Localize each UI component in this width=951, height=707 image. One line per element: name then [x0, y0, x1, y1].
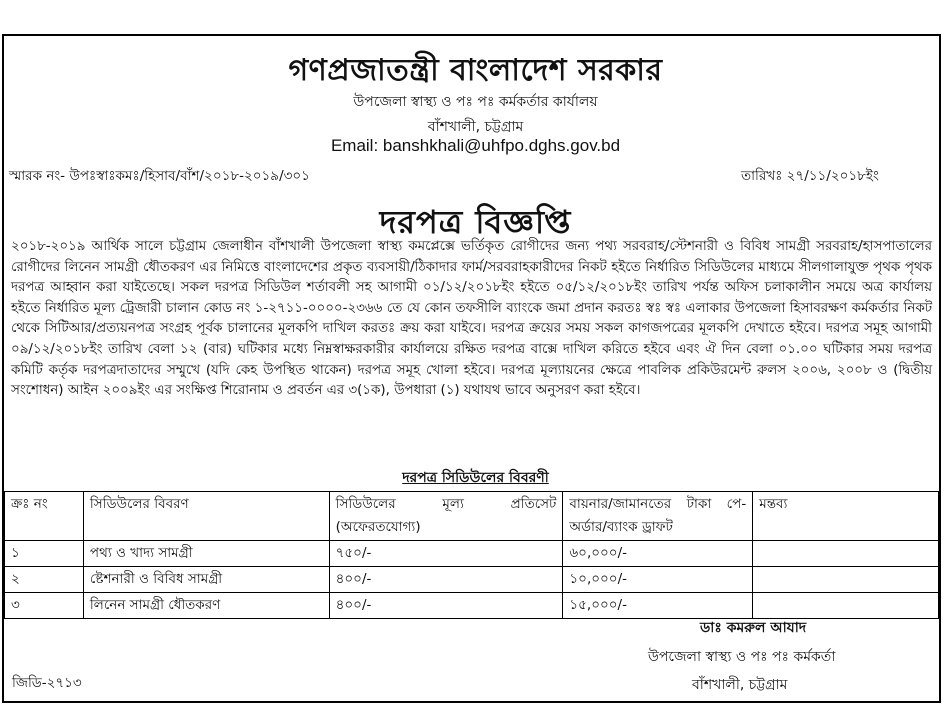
header-price: সিডিউলের মূল্য প্রতিসেট (অফেরতযোগ্য) — [329, 492, 563, 541]
office-email: Email: banshkhali@uhfpo.dghs.gov.bd — [330, 136, 621, 155]
cell-serial: ১ — [5, 541, 84, 567]
cell-security: ১০,০০০/- — [563, 567, 753, 593]
gd-number: জিডি-২৭১৩ — [12, 675, 82, 691]
header-description: সিডিউলের বিবরণ — [83, 492, 329, 541]
schedule-title: দরপত্র সিডিউলের বিবরণী — [402, 470, 549, 486]
table-row — [5, 567, 939, 593]
office-location: বাঁশখালী, চট্টগ্রাম — [427, 119, 524, 135]
header-serial: ক্রঃ নং — [5, 492, 84, 541]
memo-date: তারিখঃ ২৭/১১/২০১৮ইং — [741, 168, 879, 184]
cell-price: ৪০০/- — [329, 567, 563, 593]
cell-price: ৪০০/- — [329, 593, 563, 619]
header-security: বায়নার/জামানতের টাকা পে-অর্ডার/ব্যাংক ড্রাফট — [563, 492, 753, 541]
signatory-name: ডাঃ কমরুল আযাদ — [700, 620, 807, 636]
cell-remarks — [753, 567, 939, 593]
office-name: উপজেলা স্বাস্থ্য ও পঃ পঃ কর্মকর্তার কার্যালয় — [353, 94, 598, 110]
cell-description: পথ্য ও খাদ্য সামগ্রী — [83, 541, 329, 567]
table-header-row — [5, 492, 939, 541]
signatory-designation: উপজেলা স্বাস্থ্য ও পঃ পঃ কর্মকর্তা — [648, 649, 836, 665]
cell-serial: ৩ — [5, 593, 84, 619]
header-remarks: মন্তব্য — [753, 492, 939, 541]
table-row — [5, 593, 939, 619]
cell-price: ৭৫০/- — [329, 541, 563, 567]
notice-title: দরপত্র বিজ্ঞপ্তি — [379, 203, 572, 241]
memo-reference: স্মারক নং- উপঃস্বাঃকমঃ/হিসাব/বাঁশ/২০১৮-২০১৯/৩০১ — [9, 168, 310, 184]
schedule-table — [4, 491, 939, 619]
table-row — [5, 541, 939, 567]
cell-description: ষ্টেশনারী ও বিবিধ সামগ্রী — [83, 567, 329, 593]
cell-remarks — [753, 541, 939, 567]
cell-security: ৬০,০০০/- — [563, 541, 753, 567]
notice-body: ২০১৮-২০১৯ আর্থিক সালে চট্টগ্রাম জেলাধীন বাঁশখালী উপজেলা স্বাস্থ্য কমপ্লেক্সে ভর্তিকৃত রোগীদের জন্য পথ্য সরবরাহ/স্টেশনারী ও বিবিধ সামগ্রী সরবরাহ/হাসপাতালের রোগীদের লিনেন সামগ্রী ধৌতকরণ এর নিমিত্তে বাংলাদেশের প্রকৃত ব্যবসায়ী/ঠিকাদার ফার্ম/সরবরাহকারীদের নিকট হইতে নির্ধারিত সিডিউলের মাধ্যমে সীলগালাযুক্ত পৃথক পৃথক দরপত্র আহ্বান করা যাইতেছে। সকল দরপত্র সিডিউল শর্তাবলী সহ আগামী ০১/১২/২০১৮ইং হইতে ০৫/১২/২০১৮ইং তারিখ পর্যন্ত অফিস চলাকালীন সময়ে অত্র কার্যালয় হইতে নির্ধারিত মূল্য ট্রেজারী চালান কোড নং ১-২৭১১-০০০০-২৩৬৬ তে যে কোন তফসীলি ব্যাংকে জমা প্রদান করতঃ স্বঃ স্বঃ এলাকার উপজেলা হিসাবরক্ষণ কর্মকর্তার নিকট থেকে সিটিআর/প্রত্যয়নপত্র সংগ্রহ পূর্বক চালানের মূলকপি দাখিল করতঃ ক্রয় করা যাইবে। দরপত্র ক্রয়ের সময় সকল কাগজপত্রের মূলকপি দেখাতে হইবে। দরপত্র সমূহ আগামী ০৯/১২/২০১৮ইং তারিখ বেলা ১২ (বার) ঘটিকার মধ্যে নিম্নস্বাক্ষরকারীর কার্যালয়ে রক্ষিত দরপত্র বাক্সে দাখিল করিতে হইবে এবং ঐ দিন বেলা ০১.০০ ঘটিকার সময় দরপত্র কমিটি কর্তৃক দরপত্রদাতাদের সম্মুখে (যদি কেহ উপস্থিত থাকেন) দরপত্র সমূহ খোলা হইবে। দরপত্র মূল্যায়নের ক্ষেত্রে পাবলিক প্রকিউরমেন্ট রুলস ২০০৬, ২০০৮ ও (দ্বিতীয় সংশোধন) আইন ২০০৯ইং এর সংক্ষিপ্ত শিরোনাম ও প্রবর্তন এর ৩(১ক), উপধারা (১) যথাযথ ভাবে অনুসরণ করা হইবে। — [11, 239, 932, 399]
government-title: গণপ্রজাতন্ত্রী বাংলাদেশ সরকার — [288, 53, 663, 88]
cell-serial: ২ — [5, 567, 84, 593]
cell-description: লিনেন সামগ্রী ধৌতকরণ — [83, 593, 329, 619]
cell-remarks — [753, 593, 939, 619]
signatory-location: বাঁশখালী, চট্টগ্রাম — [692, 677, 788, 693]
cell-security: ১৫,০০০/- — [563, 593, 753, 619]
